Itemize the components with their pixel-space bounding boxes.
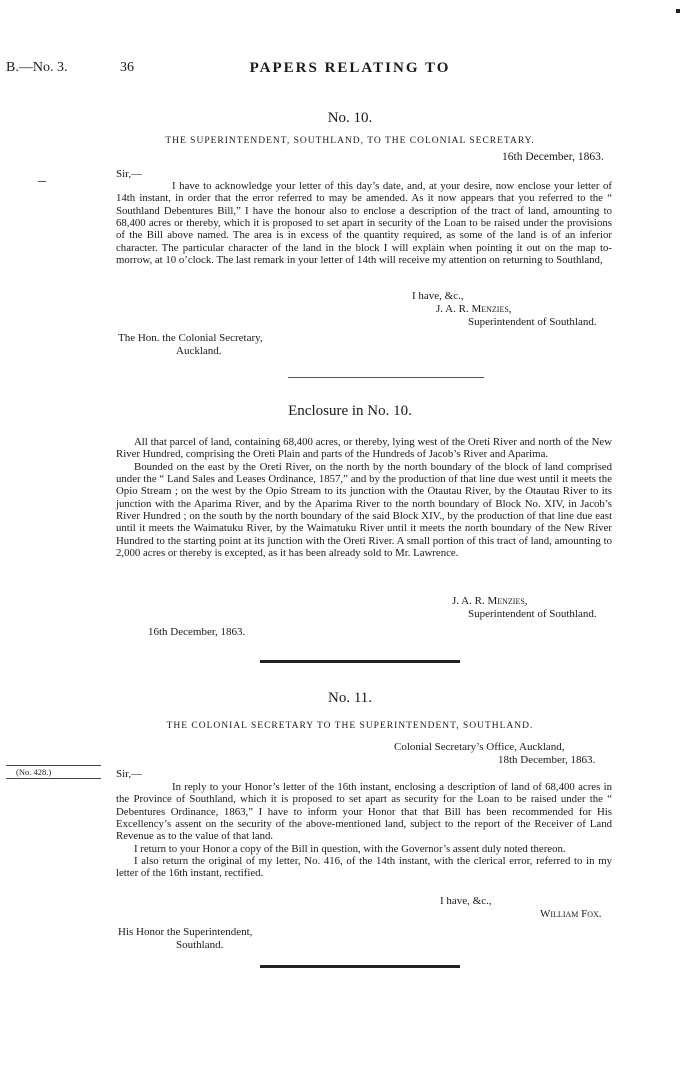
enclosure-date: 16th December, 1863. xyxy=(148,626,246,638)
section-divider-thick xyxy=(260,660,460,663)
letter-11-paragraph-1: In reply to your Honor’s letter of the 16th instant, enclosing a description of land of 68,400 acres in the Province of Southland, which it is proposed to set apart as security for the Loan to be raised under the “ Debentures Ordinance, 1863,” I have to inform your Honor that that Bill has been recommended for His Excellency’s assent on the security of the above-mentioned land, subject to the report of the Receiver of Land Revenue as to the value of that land. xyxy=(116,781,612,843)
enclosure-body xyxy=(116,436,612,559)
enclosure-paragraph-1: All that parcel of land, containing 68,400 acres, or thereby, lying west of the Oreti River and north of the New River Hundred, comprising the Oreti Plain and parts of the Hundreds of Jacob’s River and Aparima. xyxy=(116,436,612,461)
marginal-reference xyxy=(6,765,101,779)
page-number: 36 xyxy=(120,60,134,75)
letter-11-closing: I have, &c., xyxy=(440,895,492,907)
enclosure-signature: J. A. R. Menzies, xyxy=(452,595,528,607)
enclosure-paragraph-2: Bounded on the east by the Oreti River, on the north by the north boundary of the block of land comprised under the “ Land Sales and Leases Ordinance, 1857,” and by the production of that line due west until it meets the Opio Stream ; on the west by the Opio Stream to its junction with the Otautau River, by the Otautau River to its junction with the Aparima River, and by the Aparima River to the north boundary of Block No. XIV, in Jacob’s River Hundred ; on the south by the north boundary of the said Block XIV., by the production of that line due east until it meets the Waimatuku River, by the Waimatuku River until it meets the north boundary of the New River Hundred to the starting point at its junction with the Oreti River. A small portion of this tract of land, amounting to 2,000 acres or thereby is excepted, as it has been already sold to Mr. Lawrence. xyxy=(116,460,612,560)
letter-11-office: Colonial Secretary’s Office, Auckland, xyxy=(394,741,565,753)
letter-11-number: No. 11. xyxy=(327,690,373,706)
letter-11-date: 18th December, 1863. xyxy=(498,754,596,766)
enclosure-signature-title: Superintendent of Southland. xyxy=(468,608,597,620)
letter-10-salutation: Sir,— xyxy=(116,168,143,180)
marginal-note: (No. 428.) xyxy=(6,765,101,779)
section-divider xyxy=(288,377,484,378)
letter-11-subtitle: THE COLONIAL SECRETARY TO THE SUPERINTENDENT, SOUTHLAND. xyxy=(166,721,534,731)
page-title: PAPERS RELATING TO xyxy=(249,60,451,76)
letter-10-subtitle: THE SUPERINTENDENT, SOUTHLAND, TO THE COLONIAL SECRETARY. xyxy=(165,136,535,146)
letter-11-salutation: Sir,— xyxy=(116,768,143,780)
letter-10-signature-title: Superintendent of Southland. xyxy=(468,316,597,328)
letter-11-signature: William Fox. xyxy=(540,908,602,920)
margin-mark xyxy=(38,181,46,182)
letter-10-addressee-line1: The Hon. the Colonial Secretary, xyxy=(118,332,263,344)
letter-11-paragraph-2: I return to your Honor a copy of the Bill in question, with the Governor’s assent duly noted thereon. xyxy=(134,842,566,855)
series-number: B.—No. 3. xyxy=(6,60,68,75)
end-divider xyxy=(260,965,460,968)
letter-10-addressee-line2: Auckland. xyxy=(176,345,222,357)
letter-10-paragraph: I have to acknowledge your letter of this day’s date, and, at your desire, now enclose your letter of 14th instant, in order that the error referred to may be amended. As it now appears that you referred to the “ Southland Debentures Bill,” I have the honour also to enclose a description of the tract of land, amounting to 68,400 acres or thereby, which it is proposed to set apart in security of the Loan to be raised under the provisions of the Bill above named. The area is in excess of the quantity required, as some of the land is of an inferior character. The particular character of the land in the block I will explain when pointing it out on the map to-morrow, at 10 o’clock. The last remark in your letter of 14th will receive my attention on returning to Southland, xyxy=(116,180,612,267)
ink-dot xyxy=(676,9,680,13)
letter-10-body xyxy=(116,180,612,266)
enclosure-heading: Enclosure in No. 10. xyxy=(288,403,412,419)
letter-11-body xyxy=(116,781,612,880)
letter-11-addressee-line2: Southland. xyxy=(176,939,224,951)
letter-10-number: No. 10. xyxy=(327,110,373,126)
letter-10-date: 16th December, 1863. xyxy=(502,151,604,163)
letter-10-signature: J. A. R. Menzies, xyxy=(436,303,512,315)
letter-11-addressee-line1: His Honor the Superintendent, xyxy=(118,926,253,938)
letter-11-paragraph-3: I also return the original of my letter, No. 416, of the 14th instant, with the clerical error, referred to in my letter of the 16th instant, rectified. xyxy=(116,855,612,880)
letter-10-closing: I have, &c., xyxy=(412,290,464,302)
